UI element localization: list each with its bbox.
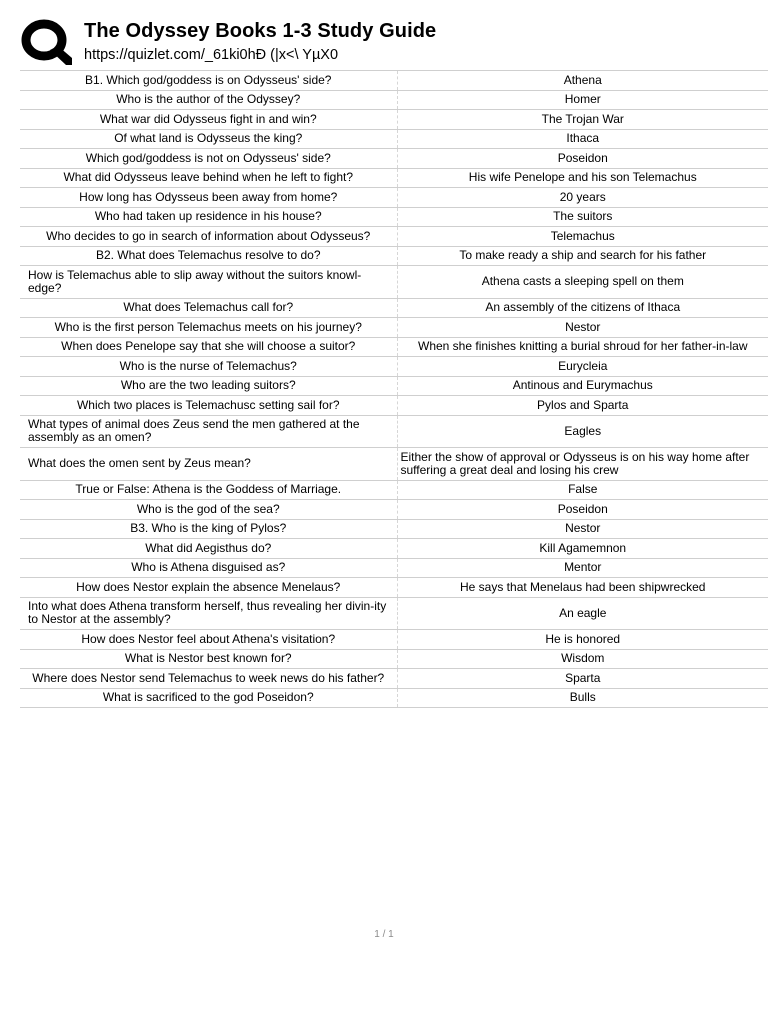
- question-cell: B3. Who is the king of Pylos?: [20, 519, 397, 539]
- answer-cell: Wisdom: [397, 649, 768, 669]
- quizlet-logo-icon: [20, 18, 72, 66]
- answer-cell: He says that Menelaus had been shipwrecked: [397, 578, 768, 598]
- answer-cell: Either the show of approval or Odysseus is on his way home after suffering a great deal and losing his crew: [397, 448, 768, 481]
- answer-cell: Nestor: [397, 318, 768, 338]
- table-row: [20, 649, 768, 669]
- source-url: https://quizlet.com/_61ki0hĐ (|x<\ YµX0: [84, 47, 339, 63]
- table-row: [20, 396, 768, 416]
- answer-cell: An assembly of the citizens of Ithaca: [397, 298, 768, 318]
- question-cell: Who is the first person Telemachus meets on his journey?: [20, 318, 397, 338]
- question-cell: Who are the two leading suitors?: [20, 376, 397, 396]
- answer-cell: Eagles: [397, 415, 768, 448]
- question-cell: B1. Which god/goddess is on Odysseus' side?: [20, 71, 397, 91]
- table-row: [20, 519, 768, 539]
- table-row: [20, 337, 768, 357]
- answer-cell: Homer: [397, 90, 768, 110]
- answer-cell: False: [397, 480, 768, 500]
- question-cell: Who decides to go in search of information about Odysseus?: [20, 227, 397, 247]
- answer-cell: Pylos and Sparta: [397, 396, 768, 416]
- answer-cell: When she finishes knitting a burial shroud for her father-in-law: [397, 337, 768, 357]
- answer-cell: Mentor: [397, 558, 768, 578]
- table-row: [20, 357, 768, 377]
- answer-cell: His wife Penelope and his son Telemachus: [397, 168, 768, 188]
- question-cell: How does Nestor explain the absence Menelaus?: [20, 578, 397, 598]
- question-cell: What did Aegisthus do?: [20, 539, 397, 559]
- question-cell: Who had taken up residence in his house?: [20, 207, 397, 227]
- question-cell: How long has Odysseus been away from home?: [20, 188, 397, 208]
- table-row: [20, 415, 768, 448]
- question-cell: Who is the nurse of Telemachus?: [20, 357, 397, 377]
- table-row: [20, 227, 768, 247]
- question-cell: Which two places is Telemachusc setting sail for?: [20, 396, 397, 416]
- answer-cell: Poseidon: [397, 500, 768, 520]
- question-cell: Who is Athena disguised as?: [20, 558, 397, 578]
- answer-cell: He is honored: [397, 630, 768, 650]
- question-cell: What war did Odysseus fight in and win?: [20, 110, 397, 130]
- answer-cell: The suitors: [397, 207, 768, 227]
- table-row: [20, 688, 768, 708]
- answer-cell: The Trojan War: [397, 110, 768, 130]
- answer-cell: Ithaca: [397, 129, 768, 149]
- question-cell: Where does Nestor send Telemachus to week news do his father?: [20, 669, 397, 689]
- answer-cell: Kill Agamemnon: [397, 539, 768, 559]
- question-cell: Who is the god of the sea?: [20, 500, 397, 520]
- table-row: [20, 266, 768, 299]
- header: [0, 0, 768, 70]
- answer-cell: Antinous and Eurymachus: [397, 376, 768, 396]
- table-row: [20, 110, 768, 130]
- question-cell: How does Nestor feel about Athena's visitation?: [20, 630, 397, 650]
- table-row: [20, 669, 768, 689]
- question-cell: B2. What does Telemachus resolve to do?: [20, 246, 397, 266]
- question-cell: When does Penelope say that she will choose a suitor?: [20, 337, 397, 357]
- table-row: [20, 129, 768, 149]
- question-cell: Which god/goddess is not on Odysseus' side?: [20, 149, 397, 169]
- table-row: [20, 448, 768, 481]
- answer-cell: Bulls: [397, 688, 768, 708]
- table-row: [20, 539, 768, 559]
- question-cell: What is Nestor best known for?: [20, 649, 397, 669]
- table-row: [20, 298, 768, 318]
- table-row: [20, 318, 768, 338]
- table-row: [20, 188, 768, 208]
- answer-cell: 20 years: [397, 188, 768, 208]
- table-row: [20, 71, 768, 91]
- answer-cell: Nestor: [397, 519, 768, 539]
- table-row: [20, 168, 768, 188]
- question-cell: What types of animal does Zeus send the men gathered at the assembly as an omen?: [20, 415, 397, 448]
- answer-cell: Telemachus: [397, 227, 768, 247]
- question-cell: True or False: Athena is the Goddess of Marriage.: [20, 480, 397, 500]
- table-row: [20, 207, 768, 227]
- question-cell: How is Telemachus able to slip away without the suitors knowl-edge?: [20, 266, 397, 299]
- table-row: [20, 90, 768, 110]
- answer-cell: Athena casts a sleeping spell on them: [397, 266, 768, 299]
- table-row: [20, 578, 768, 598]
- answer-cell: Sparta: [397, 669, 768, 689]
- question-cell: What does the omen sent by Zeus mean?: [20, 448, 397, 481]
- answer-cell: To make ready a ship and search for his father: [397, 246, 768, 266]
- answer-cell: Poseidon: [397, 149, 768, 169]
- page-number: 1 / 1: [374, 929, 394, 940]
- study-guide-table: [20, 70, 768, 708]
- question-cell: Into what does Athena transform herself, thus revealing her divin-ity to Nestor at the assembly?: [20, 597, 397, 630]
- question-cell: Of what land is Odysseus the king?: [20, 129, 397, 149]
- answer-cell: Eurycleia: [397, 357, 768, 377]
- table-row: [20, 376, 768, 396]
- table-row: [20, 246, 768, 266]
- table-row: [20, 597, 768, 630]
- table-row: [20, 630, 768, 650]
- answer-cell: An eagle: [397, 597, 768, 630]
- answer-cell: Athena: [397, 71, 768, 91]
- question-cell: Who is the author of the Odyssey?: [20, 90, 397, 110]
- question-cell: What is sacrificed to the god Poseidon?: [20, 688, 397, 708]
- question-cell: What does Telemachus call for?: [20, 298, 397, 318]
- table-row: [20, 558, 768, 578]
- table-row: [20, 480, 768, 500]
- page-title: The Odyssey Books 1-3 Study Guide: [84, 20, 437, 42]
- table-row: [20, 149, 768, 169]
- question-cell: What did Odysseus leave behind when he left to fight?: [20, 168, 397, 188]
- table-row: [20, 500, 768, 520]
